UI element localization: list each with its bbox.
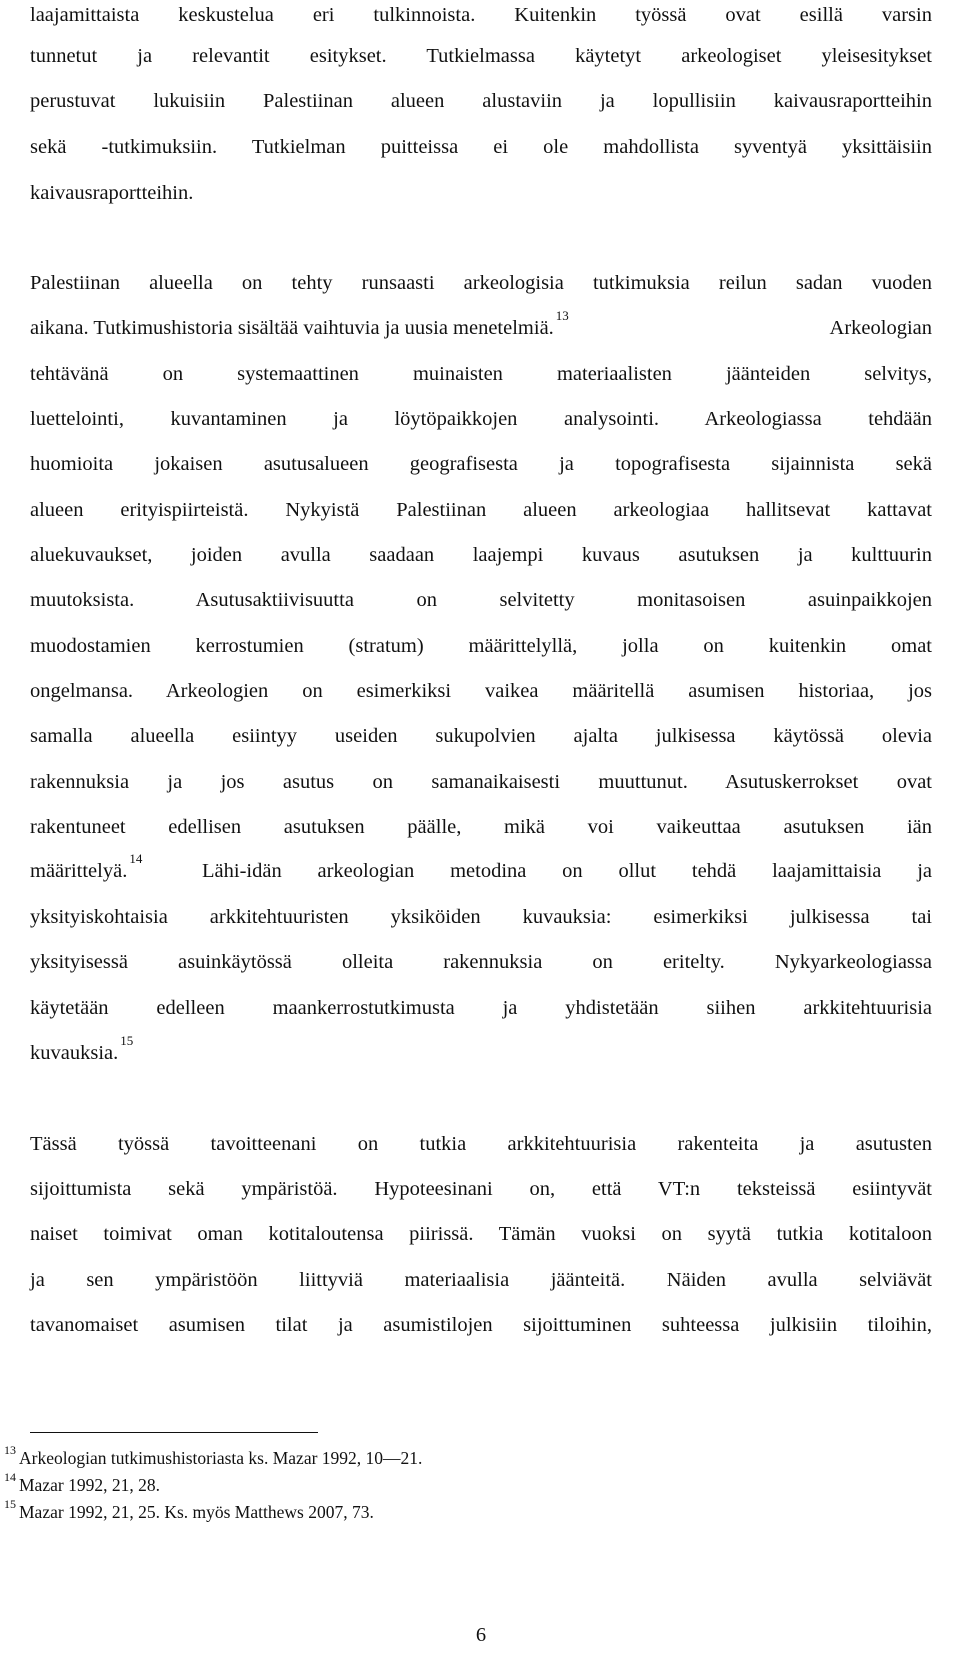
footnote: [4, 1499, 374, 1525]
text-line: yksityisessä asuinkäytössä olleita rakennuksia on eritelty. Nykyarkeologiassa: [30, 951, 932, 973]
text-segment: [30, 305, 569, 352]
text-line: tehtävänä on systemaattinen muinaisten materiaalisten jäänteiden selvitys,: [30, 363, 932, 385]
footnote-ref: 14: [129, 851, 143, 866]
text-fragment: aikana. Tutkimushistoria sisältää vaihtuvia ja uusia menetelmiä.: [30, 317, 554, 339]
footnote-ref: 13: [555, 308, 569, 323]
text-line: naiset toimivat oman kotitaloutensa piirissä. Tämän vuoksi on syytä tutkia kotitaloon: [30, 1223, 932, 1245]
page-number: 6: [475, 1624, 487, 1646]
text-line: kaivausraportteihin.: [30, 182, 194, 204]
footnote-number: 15: [4, 1497, 16, 1511]
footnote-text: Mazar 1992, 21, 28.: [19, 1475, 160, 1495]
text-fragment: määrittelyä.: [30, 860, 128, 882]
text-segment: Arkeologian: [829, 317, 932, 339]
footnote-ref: 15: [120, 1033, 134, 1048]
text-line: aluekuvaukset, joiden avulla saadaan laajempi kuvaus asutuksen ja kulttuurin: [30, 544, 932, 566]
text-line: tunnetut ja relevantit esitykset. Tutkielmassa käytetyt arkeologiset yleisesitykset: [30, 45, 932, 67]
text-line: tavanomaiset asumisen tilat ja asumistilojen sijoittuminen suhteessa julkisiin tiloihin,: [30, 1314, 932, 1336]
text-line: luettelointi, kuvantaminen ja löytöpaikkojen analysointi. Arkeologiassa tehdään: [30, 408, 932, 430]
text-line: muodostamien kerrostumien (stratum) määrittelyllä, jolla on kuitenkin omat: [30, 635, 932, 657]
text-line: rakennuksia ja jos asutus on samanaikaisesti muuttunut. Asutuskerrokset ovat: [30, 771, 932, 793]
footnote: [4, 1472, 160, 1498]
footnote-number: 14: [4, 1470, 16, 1484]
footnote: [4, 1445, 422, 1471]
text-segment: [30, 848, 142, 895]
text-line: samalla alueella esiintyy useiden sukupolvien ajalta julkisessa käytössä olevia: [30, 725, 932, 747]
text-line: muutoksista. Asutusaktiivisuutta on selvitetty monitasoisen asuinpaikkojen: [30, 589, 932, 611]
text-line: [30, 848, 932, 895]
text-line: yksityiskohtaisia arkkitehtuuristen yksiköiden kuvauksia: esimerkiksi julkisessa tai: [30, 906, 932, 928]
text-line: sijoittumista sekä ympäristöä. Hypoteesinani on, että VT:n teksteissä esiintyvät: [30, 1178, 932, 1200]
text-line: [30, 305, 932, 352]
text-line: alueen erityispiirteistä. Nykyistä Palestiinan alueen arkeologiaa hallitsevat kattavat: [30, 499, 932, 521]
text-line: perustuvat lukuisiin Palestiinan alueen alustaviin ja lopullisiin kaivausraportteihin: [30, 90, 932, 112]
text-line: Tässä työssä tavoitteenani on tutkia arkkitehtuurisia rakenteita ja asutusten: [30, 1133, 932, 1155]
footnote-number: 13: [4, 1443, 16, 1457]
text-line: rakentuneet edellisen asutuksen päälle, mikä voi vaikeuttaa asutuksen iän: [30, 816, 932, 838]
footnote-text: Arkeologian tutkimushistoriasta ks. Mazar 1992, 10—21.: [19, 1448, 423, 1468]
text-line: huomioita jokaisen asutusalueen geografisesta ja topografisesta sijainnista sekä: [30, 453, 932, 475]
text-line: [30, 1030, 932, 1077]
text-fragment: kuvauksia.: [30, 1042, 119, 1064]
text-line: laajamittaista keskustelua eri tulkinnoista. Kuitenkin työssä ovat esillä varsin: [30, 4, 932, 26]
text-line: käytetään edelleen maankerrostutkimusta ja yhdistetään siihen arkkitehtuurisia: [30, 997, 932, 1019]
footnote-separator: [30, 1432, 318, 1433]
text-line: Palestiinan alueella on tehty runsaasti arkeologisia tutkimuksia reilun sadan vuoden: [30, 272, 932, 294]
text-segment: Lähi-idän arkeologian metodina on ollut tehdä laajamittaisia ja: [202, 860, 932, 882]
text-line: ongelmansa. Arkeologien on esimerkiksi vaikea määritellä asumisen historiaa, jos: [30, 680, 932, 702]
text-line: sekä -tutkimuksiin. Tutkielman puitteissa ei ole mahdollista syventyä yksittäisiin: [30, 136, 932, 158]
footnote-text: Mazar 1992, 21, 25. Ks. myös Matthews 2007, 73.: [19, 1502, 374, 1522]
text-line: ja sen ympäristöön liittyviä materiaalisia jäänteitä. Näiden avulla selviävät: [30, 1269, 932, 1291]
